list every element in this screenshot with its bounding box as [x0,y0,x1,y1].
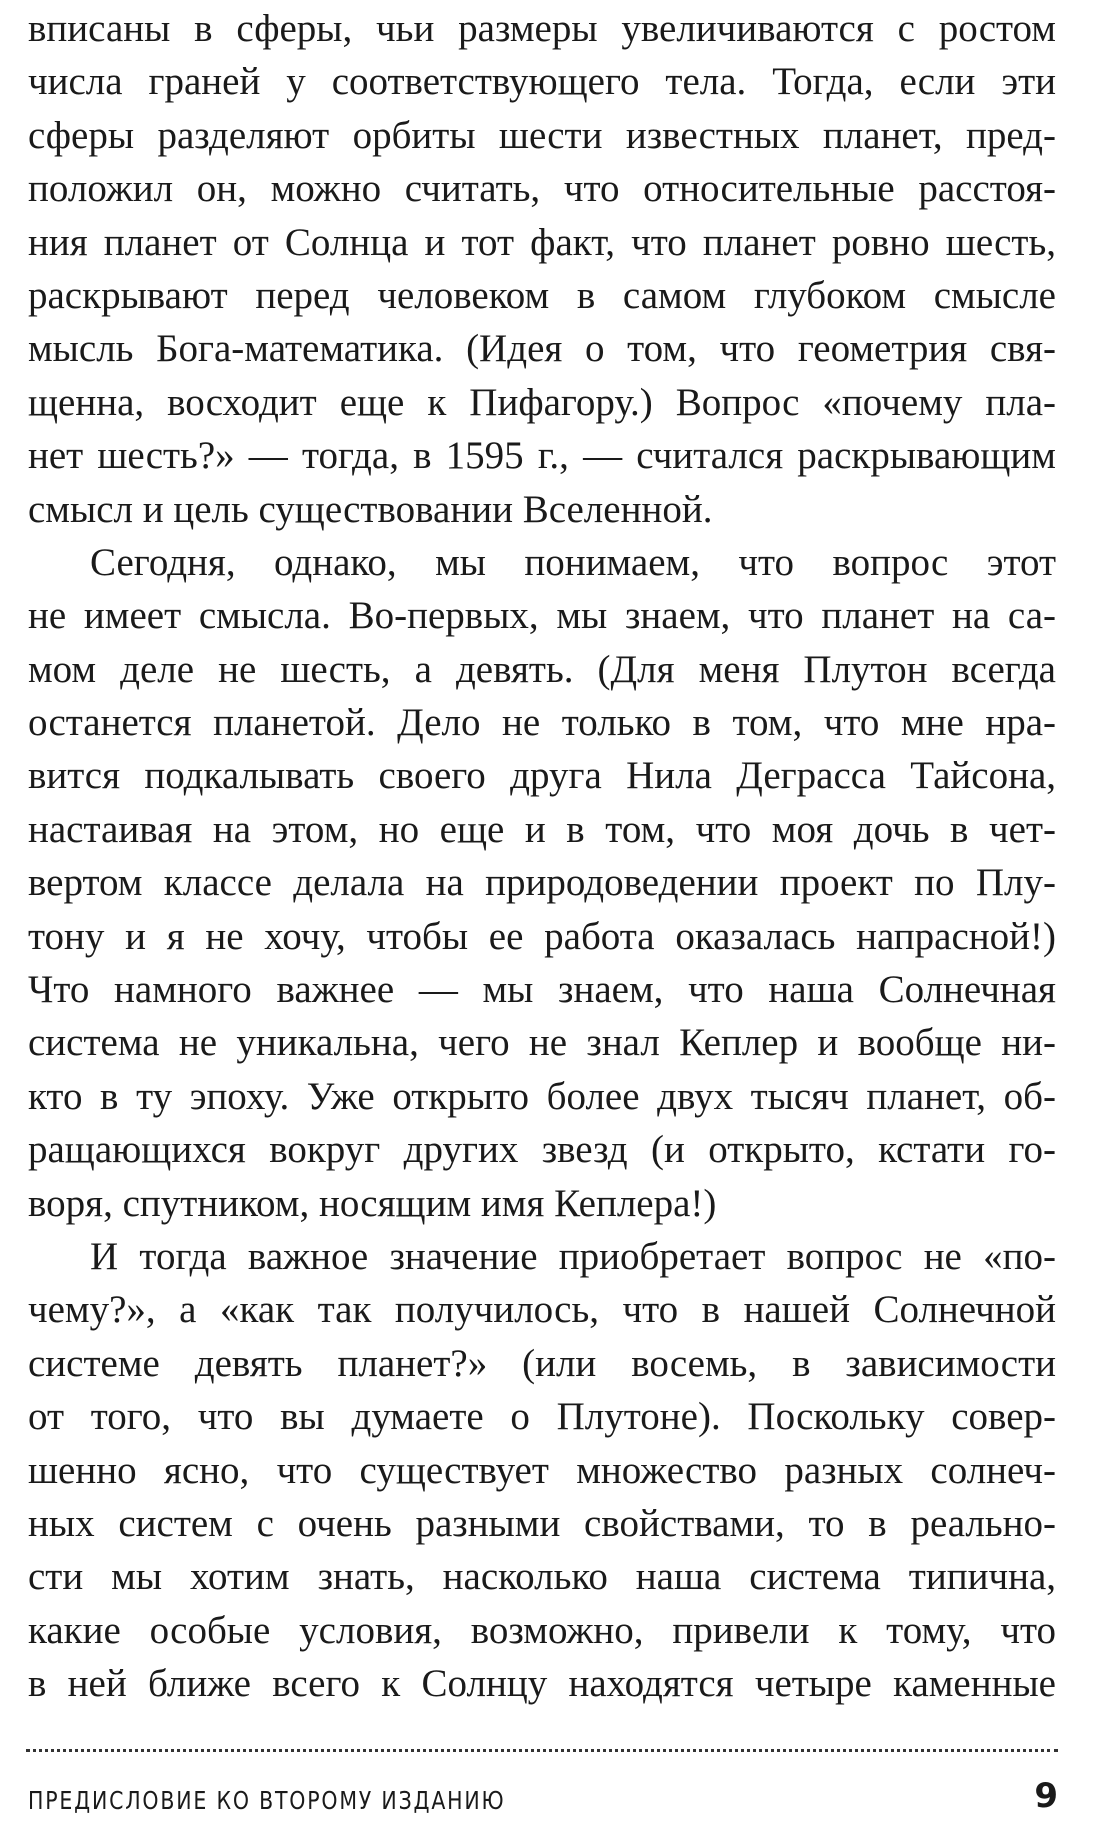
text-line: числа граней у соответствующего тела. Тогда, если эти [28,60,1056,104]
text-line: шенно ясно, что существует множество разных солнеч- [28,1448,1056,1492]
paragraph-start-line: И тогда важное значение приобретает вопрос не «по- [90,1234,1056,1278]
text-line: не имеет смысла. Во-первых, мы знаем, что планет на са- [28,594,1056,638]
text-line: Что намного важнее — мы знаем, что наша Солнечная [28,968,1056,1012]
running-footer-title: ПРЕДИСЛОВИЕ КО ВТОРОМУ ИЗДАНИЮ [28,1786,506,1815]
text-line: системе девять планет?» (или восемь, в зависимости [28,1341,1056,1385]
text-line: тону и я не хочу, чтобы ее работа оказалась напрасной!) [28,914,1056,958]
text-line: сти мы хотим знать, насколько наша система типична, [28,1555,1056,1599]
text-line: ния планет от Солнца и тот факт, что планет ровно шесть, [28,220,1056,264]
text-line: от того, что вы думаете о Плутоне). Поскольку совер- [28,1395,1056,1439]
text-line: останется планетой. Дело не только в том, что мне нра- [28,701,1056,745]
text-line: раскрывают перед человеком в самом глубоком смысле [28,273,1056,317]
text-line: ращающихся вокруг других звезд (и открыто, кстати го- [28,1128,1056,1172]
body-text [28,2,1056,1711]
text-line: кто в ту эпоху. Уже открыто более двух тысяч планет, об- [28,1074,1056,1118]
text-line: система не уникальна, чего не знал Кеплер и вообще ни- [28,1021,1056,1065]
text-line: смысл и цель существовании Вселенной. [28,487,713,531]
text-line: щенна, восходит еще к Пифагору.) Вопрос «почему пла- [28,380,1056,424]
text-line: чему?», а «как так получилось, что в нашей Солнечной [28,1288,1056,1332]
text-line: в ней ближе всего к Солнцу находятся четыре каменные [28,1662,1056,1706]
text-line: настаивая на этом, но еще и в том, что моя дочь в чет- [28,807,1056,851]
text-line: вится подкалывать своего друга Нила Деграсса Тайсона, [28,754,1056,798]
text-line: мом деле не шесть, а девять. (Для меня Плутон всегда [28,647,1056,691]
text-line: нет шесть?» — тогда, в 1595 г., — считался раскрывающим [28,434,1056,478]
text-line: мысль Бога-математика. (Идея о том, что геометрия свя- [28,327,1056,371]
text-line: воря, спутником, носящим имя Кеплера!) [28,1181,717,1225]
text-line: вертом классе делала на природоведении проект по Плу- [28,861,1056,905]
text-line: ных систем с очень разными свойствами, то в реально- [28,1501,1056,1545]
text-line: какие особые условия, возможно, привели к тому, что [28,1608,1056,1652]
footer-divider [26,1749,1058,1752]
page-number: 9 [1034,1776,1058,1816]
text-line: положил он, можно считать, что относительные расстоя- [28,167,1056,211]
text-line: сферы разделяют орбиты шести известных планет, пред- [28,113,1056,157]
paragraph-start-line: Сегодня, однако, мы понимаем, что вопрос этот [90,540,1056,584]
text-line: вписаны в сферы, чьи размеры увеличиваются с ростом [28,7,1056,50]
